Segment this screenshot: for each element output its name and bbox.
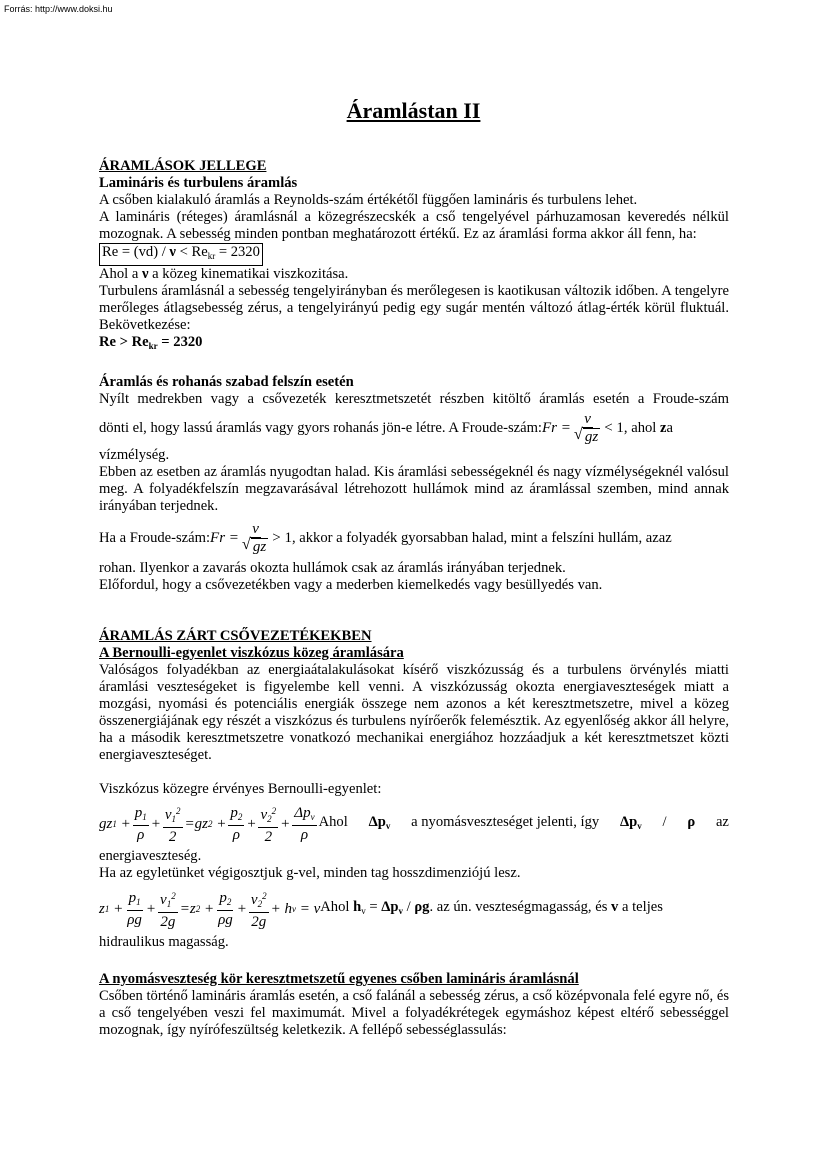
subheading: A Bernoulli-egyenlet viszkózus közeg áramlására (99, 645, 404, 661)
froude-line-2: Ha a Froude-szám: Fr = v √ gz > 1 , akkor a folyadék gyorsabban halad, mint a felszíni hullám, azaz (99, 518, 729, 558)
source-url: Forrás: http://www.doksi.hu (4, 4, 113, 14)
section-heading: ÁRAMLÁS ZÁRT CSŐVEZETÉKEKBEN (99, 628, 372, 644)
paragraph: rohan. Ilyenkor a zavarás okozta hullámok csak az áramlás irányában terjednek. (99, 560, 566, 576)
page-title: Áramlástan II (346, 98, 481, 123)
section-flow-types (99, 158, 729, 355)
froude-line: dönti el, hogy lassú áramlás vagy gyors rohanás jön-e létre. A Froude-szám: Fr = v √ gz < 1 , ahol z a (99, 410, 729, 446)
section-heading: A nyomásveszteség kör keresztmetszetű egyenes csőben lamináris áramlásnál (99, 971, 579, 987)
paragraph: energiaveszteség. (99, 848, 202, 864)
paragraph: mozognak. A sebesség minden pontban meghatározott értékű. Ez az áramlási forma akkor áll fenn, ha: (99, 226, 697, 242)
paragraph: Ha az egyletünket végigosztjuk g-vel, minden tag hosszdimenziójú lesz. (99, 865, 521, 881)
paragraph: Turbulens áramlásnál a sebesség tengelyirányban és merőlegesen is kaotikusan változik időben. A tengelyre merőleges átlagsebesség zérus, a tengelyirányú pedig egy sugár mentén változó átlag-érték körül fluktuál. Bekövetkezése: (99, 283, 729, 333)
section-closed-pipes (99, 628, 729, 951)
subheading: Áramlás és rohanás szabad felszín esetén (99, 374, 354, 390)
paragraph: Viszkózus közegre érvényes Bernoulli-egyenlet: (99, 781, 382, 797)
turbulent-condition: $Re > Re_{kr} = 2320$ (99, 334, 203, 351)
paragraph: hidraulikus magasság. (99, 934, 229, 950)
paragraph: Ebben az esetben az áramlás nyugodtan halad. Kis áramlási sebességeknél és nagy vízmélységeknél valósul meg. A folyadékfelszín megzavarásával létrehozott hullámok mind az áramlással szemben, mind annak irányában terjednek. (99, 464, 729, 514)
paragraph: A lamináris (réteges) áramlásnál a közegrészecskék a cső tengelyével párhuzamosan keveredés nélkül (99, 209, 729, 225)
bernoulli-equation: g z 1 + $\frac{p_1}{\rho}$ + $\frac{v_1^2}{2}$ = g z 2 + $\frac{p_2}{\rho}$ + $\frac{v_2^2}{2}$ + $\frac{\Delta p_v}{\rho}$ Ahol $\Delta p_v$ a nyomásveszteséget jelenti, így $\Delta p_v$ / ρ az (99, 804, 729, 845)
paragraph: Nyílt medrekben vagy a csővezeték keresztmetszetét részben kitöltő áramlás esetén a Froude-szám (99, 391, 729, 407)
paragraph: Csőben történő lamináris áramlás esetén, a cső falánál a sebesség zérus, a cső középvonala felé egyre nő, és a cső tengelyében veszi fel maximumát. Mivel a folyadékrétegek egymáshoz képest eltérő sebességgel mozognak, így nyírófeszültség keletkezik. A fellépő sebességlassulás: (99, 988, 729, 1038)
paragraph: A csőben kialakuló áramlás a Reynolds-szám értékétől függően lamináris és turbulens lehet. (99, 192, 638, 208)
reynolds-equation: $Re = (vd) / \nu < Re_{kr} = 2320$ (99, 243, 729, 266)
subheading: Lamináris és turbulens áramlás (99, 175, 298, 191)
paragraph: vízmélység. (99, 447, 170, 463)
paragraph: Előfordul, hogy a csővezetékben vagy a mederben kiemelkedés vagy besüllyedés van. (99, 577, 603, 593)
paragraph: Ahol a ν a közeg kinematikai viszkozitása. (99, 266, 349, 282)
section-heading: ÁRAMLÁSOK JELLEGE (99, 158, 267, 174)
bernoulli-height-equation: z 1 + $\frac{p_1}{\rho g}$ + $\frac{v_1^2}{2g}$ = z 2 + $\frac{p_2}{\rho g}$ + $\frac{v_2^2}{2g}$ + h v = ν Ahol $h_v = \Delta p_v / \rho g$. az ún. veszteségmagasság, és v a teljes (99, 889, 663, 930)
paragraph: Valóságos folyadékban az energiaátalakulásokat kísérő viszkózusság és a turbulens örvénylés miatti áramlási veszteségeket is figyelembe kell venni. A viszkózusság okozta energiaveszteségek miatt a mozgási, nyomási és potenciális energiák összege nem azonos a két keresztmetszetre, mivel a közeg összenergiájának egy részét a viszkózus és turbulens nyírőerők felemésztik. Az egyenlőség akkor áll helyre, ha a második keresztmetszetre vonatkozó mechanikai energiához hozzáadjuk a két keresztmetszet közti energiaveszteséget. (99, 662, 729, 763)
section-free-surface (99, 374, 729, 594)
section-pressure-loss (99, 971, 729, 1039)
